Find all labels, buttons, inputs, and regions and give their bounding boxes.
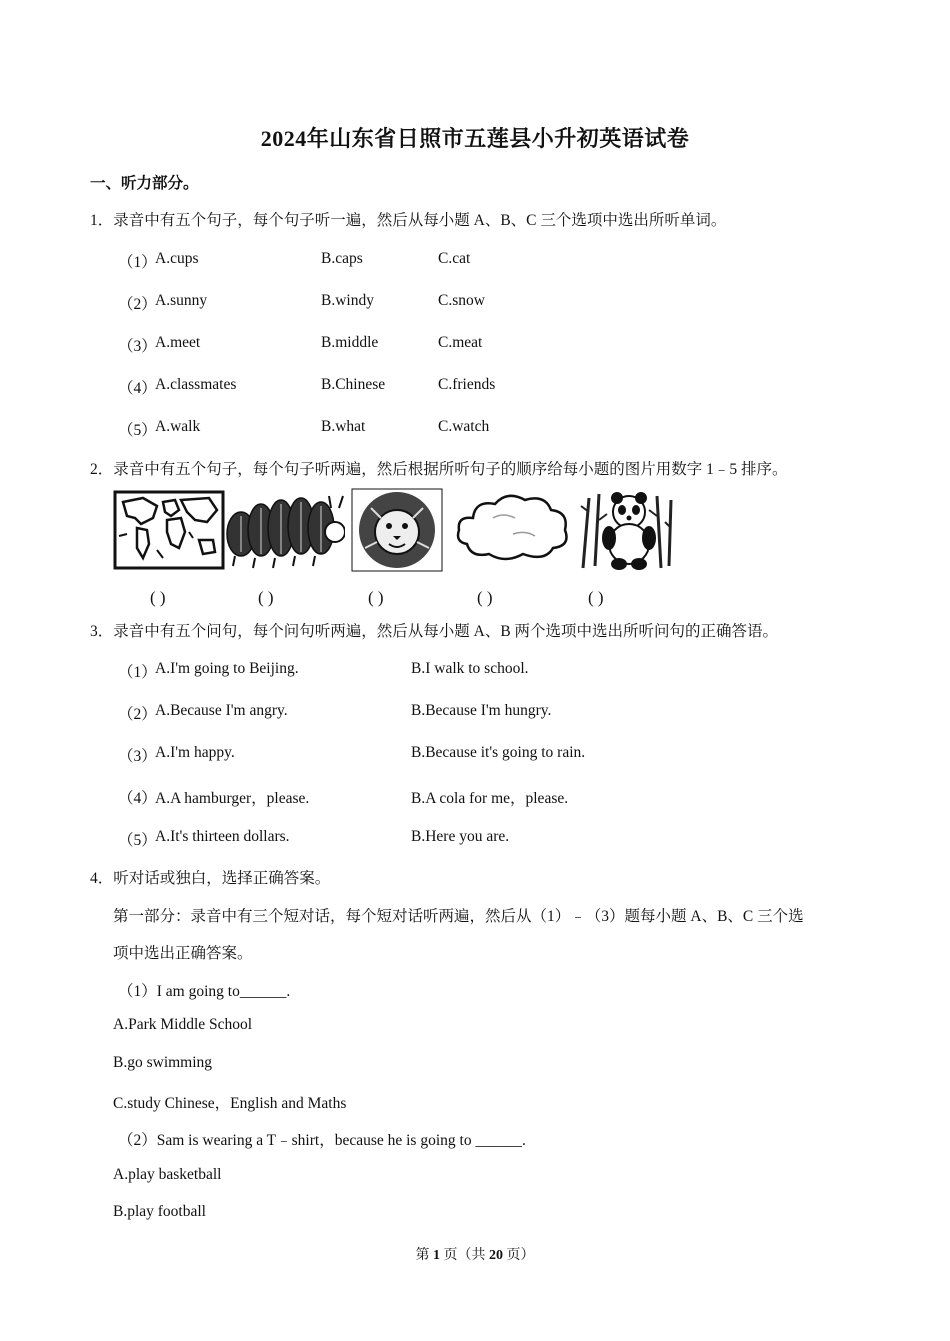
q3-item-4-num: （4）: [118, 790, 157, 807]
q4-sub1-option-a: A.Park Middle School: [113, 1016, 253, 1033]
footer-suffix: 页）: [503, 1248, 535, 1263]
q1-item-4-option-b: B.Chinese: [321, 376, 386, 393]
q2-answer-blank-4[interactable]: ( ): [477, 588, 493, 607]
q1-item-1-option-b: B.caps: [321, 250, 363, 267]
q3-item-1-option-b: B.I walk to school.: [411, 660, 529, 677]
q1-item-3-num: （3）: [118, 338, 157, 355]
q2-answer-blank-1[interactable]: ( ): [150, 588, 166, 607]
page-footer: [0, 1244, 950, 1264]
q1-item-2-option-c: C.snow: [438, 292, 485, 309]
q3-item-1-option-a: A.I'm going to Beijing.: [155, 660, 299, 677]
q1-item-1-option-c: C.cat: [438, 250, 471, 267]
exam-title: 2024年山东省日照市五莲县小升初英语试卷: [260, 126, 690, 151]
q3-item-5-option-b: B.Here you are.: [411, 828, 510, 845]
caterpillar-icon: [225, 488, 345, 572]
footer-total-pages: 20: [489, 1248, 503, 1263]
q1-item-4-num: （4）: [118, 380, 157, 397]
q4-sub2-option-a: A.play basketball: [113, 1166, 222, 1183]
section-listening-heading: 一、听力部分。: [90, 175, 199, 192]
world-map-icon: [113, 488, 225, 572]
q1-item-2-num: （2）: [118, 296, 157, 313]
q1-item-5-num: （5）: [118, 422, 157, 439]
q4-sub2-option-b: B.play football: [113, 1203, 206, 1220]
q3-item-4-option-a: A.A hamburger，please.: [155, 790, 310, 807]
q3-item-2-num: （2）: [118, 706, 157, 723]
q3-item-2-option-b: B.Because I'm hungry.: [411, 702, 552, 719]
q3-item-5-num: （5）: [118, 832, 157, 849]
cloud-icon: [453, 488, 573, 572]
q2-picture-row: [113, 488, 683, 572]
q3-item-1-num: （1）: [118, 664, 157, 681]
q3-item-3-option-b: B.Because it's going to rain.: [411, 744, 586, 761]
footer-page-number: 1: [433, 1248, 440, 1263]
q1-item-5-option-b: B.what: [321, 418, 366, 435]
q2-answer-blank-2[interactable]: ( ): [258, 588, 274, 607]
q1-item-5-option-a: A.walk: [155, 418, 201, 435]
q1-item-4-option-c: C.friends: [438, 376, 496, 393]
q1-item-3-option-c: C.meat: [438, 334, 483, 351]
q1-item-3-option-b: B.middle: [321, 334, 379, 351]
q4-sub1-option-c: C.study Chinese，English and Maths: [113, 1095, 347, 1112]
q3-item-3-num: （3）: [118, 748, 157, 765]
q2-answer-blank-3[interactable]: ( ): [368, 588, 384, 607]
q1-item-5-option-c: C.watch: [438, 418, 490, 435]
q1-item-2-option-a: A.sunny: [155, 292, 208, 309]
q3-item-2-option-a: A.Because I'm angry.: [155, 702, 288, 719]
question-3-stem: 3．录音中有五个问句，每个问句听两遍，然后从每小题 A、B 两个选项中选出所听问句的正确答语。: [90, 623, 779, 640]
q4-part1-instructions-line1: 第一部分：录音中有三个短对话，每个短对话听两遍，然后从（1）﹣（3）题每小题 A、B、C 三个选: [113, 908, 804, 925]
q1-item-3-option-a: A.meet: [155, 334, 201, 351]
q1-item-1-option-a: A.cups: [155, 250, 199, 267]
q4-sub1-stem: （1）I am going to______.: [118, 983, 291, 1000]
panda-icon: [579, 488, 675, 572]
q2-answer-blank-5[interactable]: ( ): [588, 588, 604, 607]
q3-item-4-option-b: B.A cola for me，please.: [411, 790, 569, 807]
question-4-stem: 4．听对话或独白，选择正确答案。: [90, 870, 331, 887]
q4-sub2-stem: （2）Sam is wearing a T﹣shirt，because he is going to ______.: [118, 1132, 526, 1149]
q1-item-4-option-a: A.classmates: [155, 376, 237, 393]
q4-sub1-option-b: B.go swimming: [113, 1054, 213, 1071]
q3-item-3-option-a: A.I'm happy.: [155, 744, 235, 761]
lion-icon: [351, 488, 443, 572]
q1-item-2-option-b: B.windy: [321, 292, 374, 309]
footer-prefix: 第: [415, 1248, 433, 1263]
question-2-stem: 2．录音中有五个句子，每个句子听两遍，然后根据所听句子的顺序给每小题的图片用数字 1﹣5 排序。: [90, 461, 788, 478]
q1-item-1-num: （1）: [118, 254, 157, 271]
question-1-stem: 1．录音中有五个句子，每个句子听一遍，然后从每小题 A、B、C 三个选项中选出所听单词。: [90, 212, 727, 229]
footer-middle: 页（共: [440, 1248, 489, 1263]
q4-part1-instructions-line2: 项中选出正确答案。: [113, 945, 253, 962]
q3-item-5-option-a: A.It's thirteen dollars.: [155, 828, 290, 845]
